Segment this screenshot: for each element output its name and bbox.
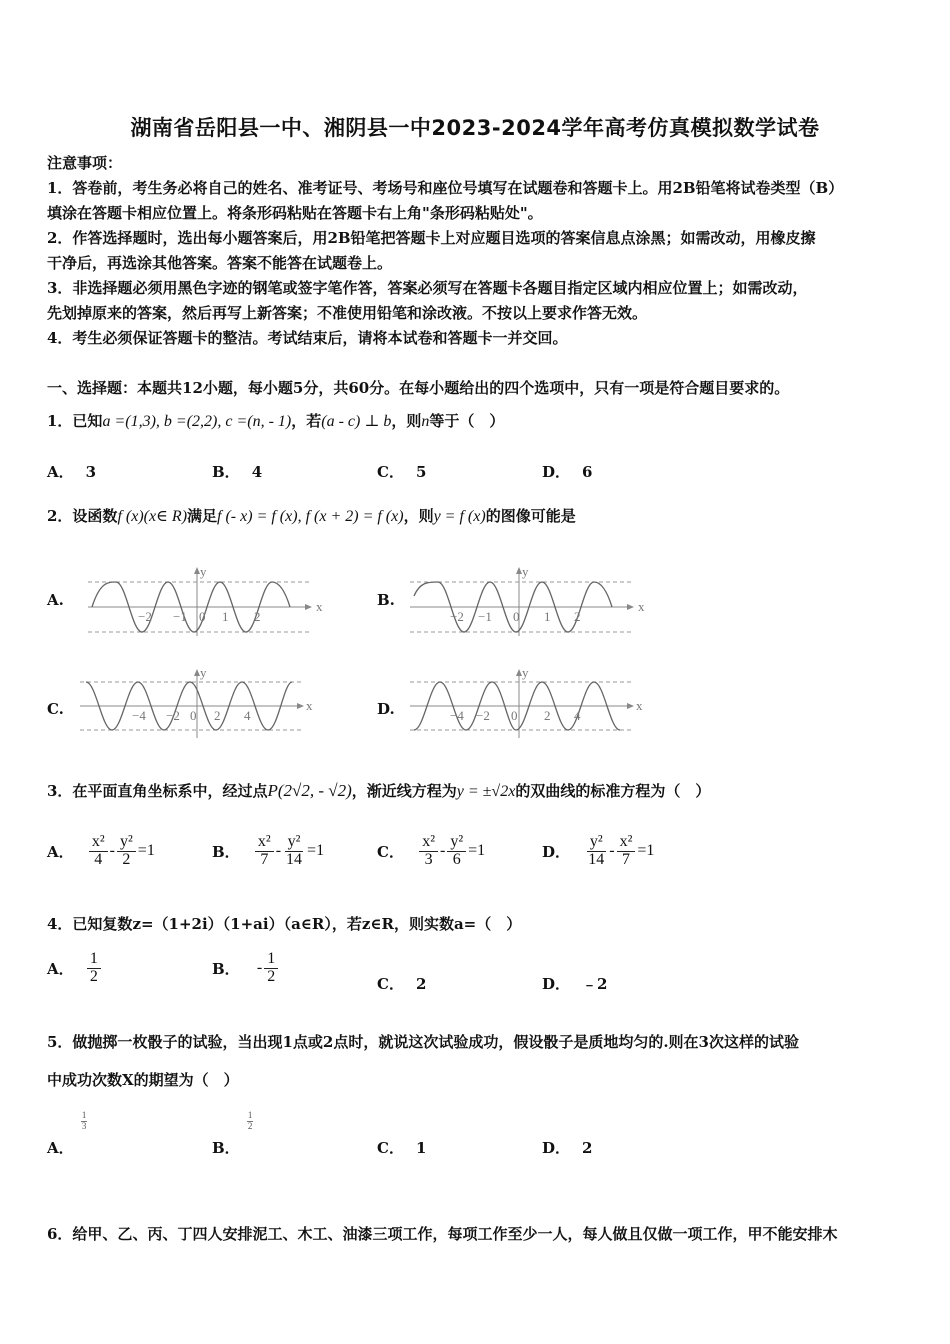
q2-option-d-label: D.	[377, 700, 395, 718]
axis-y-label: y	[522, 566, 529, 579]
question-5-line1: 5．做抛掷一枚骰子的试验，当出现1点或2点时，就说这次试验成功，假设骰子是质地均匀的.则在3次这样的试验	[47, 1033, 799, 1051]
q2-option-c-label: C.	[47, 700, 64, 718]
notice-line: 填涂在答题卡相应位置上。将条形码粘贴在答题卡右上角"条形码粘贴处"。	[47, 204, 543, 222]
axis-x-label: x	[306, 698, 313, 713]
q4-option-c: C． 2	[377, 975, 427, 993]
axis-y-label: y	[200, 566, 207, 579]
q2-graph-a	[84, 566, 324, 638]
page-title: 湖南省岳阳县一中、湘阴县一中2023-2024学年高考仿真模拟数学试卷	[130, 116, 820, 140]
q5-option-a: A． $\frac{1}{3}$	[47, 1110, 87, 1157]
q2-prefix: 2．设函数	[47, 507, 118, 525]
question-6-line1: 6．给甲、乙、丙、丁四人安排泥工、木工、油漆三项工作，每项工作至少一人，每人做且仅做一项工作，甲不能安排木	[47, 1225, 838, 1243]
q2-option-a-label: A.	[47, 591, 64, 609]
q3-suffix: 的双曲线的标准方程为（ ）	[515, 782, 711, 800]
q1-math-vectors: a =(1,3), b =(2,2), c =(n, - 1)	[102, 413, 292, 430]
tick-label: 0	[511, 708, 518, 723]
tick-label: −1	[173, 609, 187, 624]
q1-option-c: C． 5	[377, 463, 427, 481]
q4-option-a: A． $\frac{1}{2}$	[47, 951, 101, 986]
q3-math-asymptote: y = ±√2x	[456, 783, 516, 800]
graph-d-svg	[406, 668, 646, 740]
q2-math-conditions: f (- x) = f (x), f (x + 2) = f (x)	[217, 508, 404, 525]
q1-option-d: D． 6	[542, 463, 593, 481]
q1-math-condition: (a - c) ⊥ b	[321, 413, 392, 430]
q2-option-b-label: B.	[377, 591, 395, 609]
q4-option-d: D． ﹣2	[542, 975, 608, 993]
q5-option-d: D． 2	[542, 1139, 593, 1157]
tick-label: 0	[513, 609, 520, 624]
q1-mid: ，若	[291, 412, 322, 430]
q3-option-b: B． $\frac{\text{x²}}{7}$ - $\frac{\text{y²}}{14}$ =1	[212, 833, 325, 868]
tick-label: 4	[574, 708, 581, 723]
tick-label: 2	[214, 708, 221, 723]
question-2	[47, 505, 576, 526]
q3-prefix: 3．在平面直角坐标系中，经过点	[47, 782, 268, 800]
q1-math-n: n	[421, 413, 430, 430]
q2-graph-b	[406, 566, 646, 638]
tick-label: 1	[544, 609, 551, 624]
notice-heading: 注意事项：	[47, 154, 123, 172]
q5-option-b: B． $\frac{1}{2}$	[212, 1110, 253, 1157]
axis-x-label: x	[316, 599, 323, 614]
tick-label: −4	[450, 708, 464, 723]
q4-option-b: B． - $\frac{1}{2}$	[212, 951, 278, 986]
graph-c-svg	[76, 668, 316, 740]
q3-option-c: C． $\frac{\text{x²}}{3}$ - $\frac{\text{y²}}{6}$ =1	[377, 833, 486, 868]
axis-x-label: x	[636, 698, 643, 713]
tick-label: 1	[222, 609, 229, 624]
tick-label: 2	[574, 609, 581, 624]
q1-prefix: 1．已知	[47, 412, 103, 430]
axis-y-label: y	[200, 668, 207, 680]
notice-line: 2．作答选择题时，选出每小题答案后，用2B铅笔把答题卡上对应题目选项的答案信息点涂黑；如需改动，用橡皮擦	[47, 229, 816, 247]
tick-label: −1	[478, 609, 492, 624]
q2-suffix: 的图像可能是	[485, 507, 576, 525]
q1-option-a: A． 3	[47, 463, 97, 481]
q3-option-d: D． $\frac{\text{y²}}{14}$ - $\frac{\text{x²}}{7}$ =1	[542, 833, 655, 868]
section-heading: 一、选择题：本题共12小题，每小题5分，共60分。在每小题给出的四个选项中，只有一项是符合题目要求的。	[47, 379, 790, 397]
tick-label: −2	[166, 708, 180, 723]
graph-b-svg	[406, 566, 646, 638]
axis-y-label: y	[522, 668, 529, 680]
question-3	[47, 780, 710, 801]
q5-option-c: C． 1	[377, 1139, 427, 1157]
tick-label: −4	[132, 708, 146, 723]
q3-math-point: P(2√2, - √2)	[267, 781, 352, 800]
q1-mid2: ，则	[391, 412, 422, 430]
tick-label: 0	[190, 708, 197, 723]
notice-line: 先划掉原来的答案，然后再写上新答案；不准使用铅笔和涂改液。不按以上要求作答无效。	[47, 304, 648, 322]
q3-option-a: A． $\frac{\text{x²}}{4}$ - $\frac{\text{y²}}{2}$ =1	[47, 833, 155, 868]
tick-label: −2	[138, 609, 152, 624]
question-5-line2: 中成功次数X的期望为（ ）	[47, 1071, 239, 1089]
tick-label: 2	[544, 708, 551, 723]
tick-label: 2	[254, 609, 261, 624]
question-1	[47, 410, 504, 431]
q3-mid: ，渐近线方程为	[351, 782, 457, 800]
graph-a-svg	[84, 566, 324, 638]
q1-option-b: B． 4	[212, 463, 263, 481]
q2-graph-d	[406, 668, 646, 740]
tick-label: −2	[450, 609, 464, 624]
q2-math-func: f (x)(x∈ R)	[117, 508, 188, 525]
q2-mid2: ，则	[403, 507, 434, 525]
tick-label: −2	[476, 708, 490, 723]
notice-line: 3．非选择题必须用黑色字迹的钢笔或签字笔作答，答案必须写在答题卡各题目指定区域内相应位置上；如需改动，	[47, 279, 808, 297]
notice-line: 4．考生必须保证答题卡的整洁。考试结束后，请将本试卷和答题卡一并交回。	[47, 329, 568, 347]
q2-graph-c	[76, 668, 316, 740]
tick-label: 0	[199, 609, 206, 624]
tick-label: 4	[244, 708, 251, 723]
question-4: 4．已知复数z=（1+2i）（1+ai）（a∈R），若z∈R，则实数a=（ ）	[47, 915, 522, 933]
notice-line: 干净后，再选涂其他答案。答案不能答在试题卷上。	[47, 254, 393, 272]
q2-math-y: y = f (x)	[433, 508, 486, 525]
q1-suffix: 等于（ ）	[429, 412, 505, 430]
axis-x-label: x	[638, 599, 645, 614]
q2-mid: 满足	[187, 507, 218, 525]
notice-line: 1．答卷前，考生务必将自己的姓名、准考证号、考场号和座位号填写在试题卷和答题卡上。用2B铅笔将试卷类型（B）	[47, 179, 844, 197]
